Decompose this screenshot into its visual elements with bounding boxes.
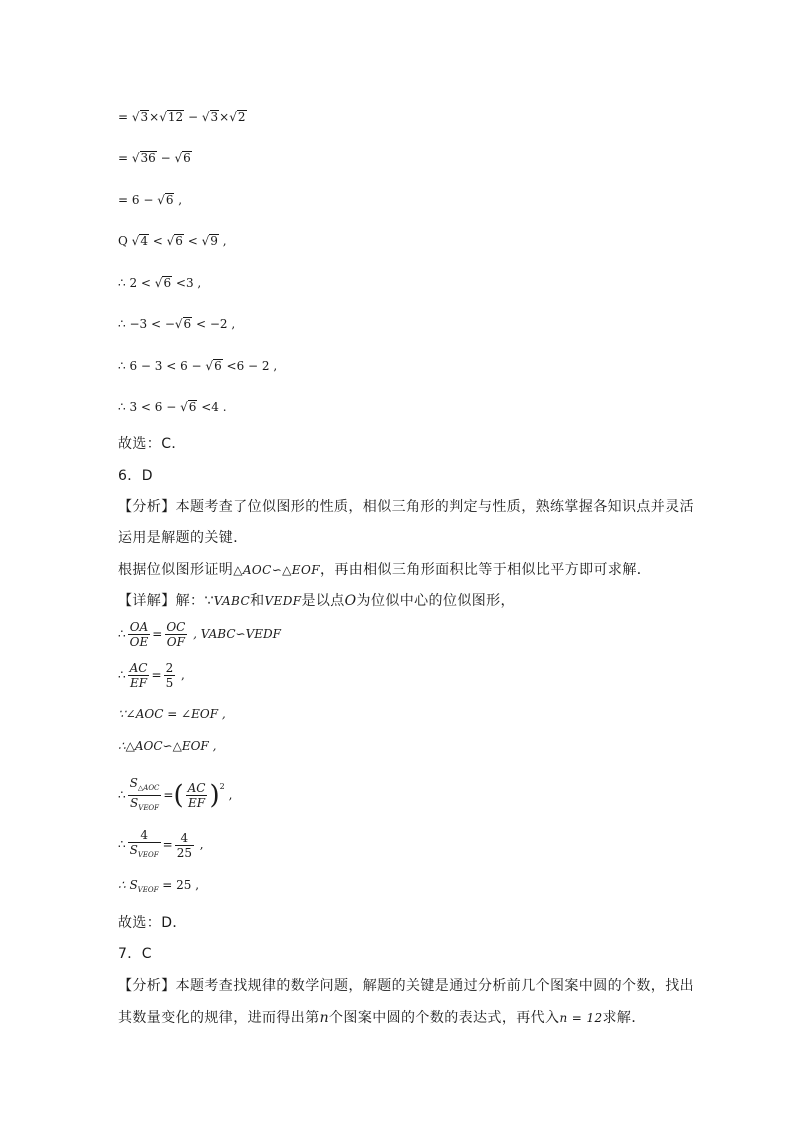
q7-analysis-line-2: 其数量变化的规律，进而得出第n个图案中圆的个数的表达式，再代入n = 12求解． [118,1010,646,1026]
q6-step-1: ∴ $\frac{OA}{OE}$ = $\frac{OC}{OF}$ , VABC∽VEDF [118,620,281,649]
calc-line-8: ∴ 3 < 6 − √6 <4 . [118,400,227,414]
q6-detail: 【详解】解：∵VABC和VEDF是以点O为位似中心的位似图形， [118,593,515,609]
q6-analysis-line-2: 运用是解题的关键． [118,530,248,546]
calc-line-6: ∴ −3 < −√6 < −2 , [118,317,236,331]
q6-step-5: ∴ $\frac{S_{\triangle AOC}}{S_{VEOF}}$ =( $\frac{AC}{EF}$ )$^2$ , [118,776,232,815]
q6-method: 根据位似图形证明△AOC∽△EOF，再由相似三角形面积比等于相似比平方即可求解． [118,562,652,578]
q6-step-3: ∵∠AOC = ∠EOF , [118,707,226,721]
calc-line-5: ∴ 2 < √6 <3 , [118,276,202,290]
calc-line-1: = √3×√12 − √3×√2 [118,110,246,124]
q6-analysis-line-1: 【分析】本题考查了位似图形的性质，相似三角形的判定与性质，熟练掌握各知识点并灵活 [118,499,694,515]
calc-line-4: Q √4 < √6 < √9 , [118,234,227,248]
calc-line-2: = √36 − √6 [118,151,191,165]
q6-choice: 故选：D． [118,915,187,931]
q6-step-2: ∴ $\frac{AC}{EF}$ = $\frac{2}{5}$ , [118,661,185,690]
q7-analysis-line-1: 【分析】本题考查找规律的数学问题，解题的关键是通过分析前几个图案中圆的个数，找出 [118,978,694,994]
q6-header: 6．D [118,468,153,484]
q6-step-7: ∴ $S_{VEOF} = 25$ , [118,878,200,894]
calc-line-3: = 6 − √6 , [118,193,183,207]
q6-step-4: ∴△AOC∽△EOF , [118,739,217,753]
q5-choice: 故选：C． [118,436,186,452]
calc-line-7: ∴ 6 − 3 < 6 − √6 <6 − 2 , [118,359,278,373]
q6-step-6: ∴ $\frac{4}{S_{VEOF}}$ = $\frac{4}{25}$ , [118,828,204,862]
q7-header: 7．C [118,946,152,962]
